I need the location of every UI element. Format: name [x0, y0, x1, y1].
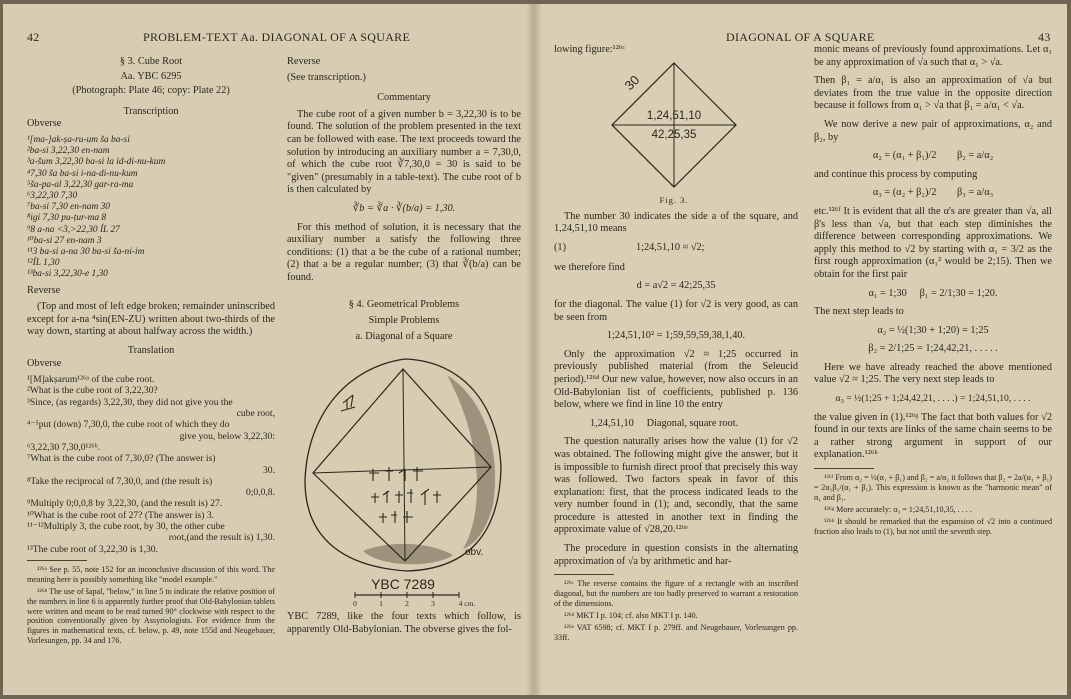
transcription-line: ²ba-si 3,22,30 en-nam	[27, 146, 110, 157]
right-paragraph-6: The procedure in question consists in the alternating approximation of √a by arithmetic and har-	[554, 543, 798, 567]
right-col2-footnotes	[814, 473, 1052, 536]
equation-3: 1;24,51,10² = 1;59,59,59,38,1,40.	[606, 330, 746, 342]
translation-line: ⁴⁻⁵put (down) 7,30,0, the cube root of which they do	[27, 419, 230, 431]
translation-line: ⁸Take the reciprocal of 7,30,0, and (the result is)	[27, 475, 213, 487]
translation-line: ³Since, (as regards) 3,22,30, they did not give you the	[27, 396, 233, 408]
footnote: ¹²⁶ᵇ The use of šapal, "below," in line 5 to indicate the relative position of the numbers in line 6 is apparently further proof that Old-Babylonian tablets were written and meant to be read turned 90° clockwise with respect to the position conventionally given by Assyriologists. For evidence from the figures in mathematical texts, cf. below, p. 49, note 155d and Neugebauer, Vorlesungen, pp. 34 and 176.	[27, 586, 275, 646]
equation-4: 1,24,51,10 Diagonal, square root.	[590, 417, 739, 429]
section-title: § 3. Cube Root	[119, 56, 183, 67]
right-paragraph-4: Only the approximation √2 ≈ 1;25 occurred in previously published material (from the Seleucid period).¹²⁶ᵈ Our new value, however, now also occurs in an Old-Babylonian list of coefficients, published p. 136 below, where we find in line 10 the entry	[554, 348, 798, 411]
tablet-caption: YBC 7289, like the four texts which follow, is apparently Old-Babylonian. The obverse gives the fol-	[287, 611, 521, 635]
transcription-line: ⁵ša-pa-al 3,22,30 gar-ra-ma	[27, 179, 134, 190]
scale-tick-label: 4 cm.	[458, 599, 476, 608]
obverse-label: Obverse	[27, 118, 62, 130]
footnote: ¹²⁶ᵍ More accurately: α₃ = 1;24,51,10,35, . . . .	[824, 504, 972, 514]
scale-tick-label: 1	[379, 599, 383, 608]
tablet-drawing	[287, 345, 521, 607]
scale-tick-label: 2	[405, 599, 409, 608]
commentary-heading: Commentary	[377, 92, 431, 104]
transcription-line: ¹²ÍL 1,30	[27, 258, 60, 269]
cuneiform-signs	[341, 395, 441, 523]
right-col2-paragraph-5: etc.¹²⁶ᶠ It is evident that all the α's are greater than √a, all β's less than √a, but that each step diminishes the difference between corresponding approximations. We apply this method to √2 by starting with α₁ = 3/2 as the first rough approximation (α₁² would be 2;15). Then we obtain for the first pair	[814, 205, 1052, 280]
text-subtitle: Aa. YBC 6295	[120, 70, 182, 82]
right-col2-paragraph-1: monic means of previously found approximations. Let α₁ be any approximation of √a such that α₁ > √a.	[814, 44, 1052, 68]
figure-3	[554, 57, 798, 207]
reverse-label: Reverse	[27, 284, 61, 296]
reverse-note: (See transcription.)	[287, 71, 366, 83]
equation-alpha2-value: α₂ = ½(1;30 + 1;20) = 1;25	[877, 324, 989, 336]
footnote: ¹²⁶ᵉ VAT 6598; cf. MKT I p. 279ff. and Neugebauer, Vorlesungen pp. 33ff.	[554, 622, 798, 642]
right-paragraph-5: The question naturally arises how the value (1) for √2 was obtained. The following might give the answer, but it is impossible to furnish direct proof that precisely this way was followed. Two factors speak in favor of this explanation: first, that the process indicated leads to the very number found in (1); and, secondly, that the same procedure is attested in another text in finding the approximate value of √28,20.¹²⁶ᵉ	[554, 436, 798, 536]
tablet-damage-bottom	[363, 544, 453, 564]
translation-line: ⁷What is the cube root of 7,30,0? (The answer is)	[27, 453, 216, 465]
figure-caption: Fig. 3.	[659, 194, 689, 205]
scale-tick-label: 3	[431, 599, 435, 608]
right-col2-paragraph-8: the value given in (1).¹²⁶ᵍ The fact that both values for √2 found in our texts are links of the same chain seems to be a rather strong argument in support of our explanation.¹²⁶ʰ	[814, 411, 1052, 461]
reverse-description: (Top and most of left edge broken; remainder uninscribed except for a-na ⁴sin(EN-ZU) written about two-thirds of the way down, starting at about halfway across the width.)	[27, 301, 275, 338]
figure-side-label: 30	[621, 71, 643, 93]
equation-2: d = a√2 = 42;25,35	[636, 280, 716, 292]
cube-root-formula: ∛b = ∛a · ∛(b/a) = 1,30.	[352, 202, 456, 214]
transcription-line: ¹³ba-si 3,22,30-e 1,30	[27, 269, 108, 280]
footnote: ¹²⁶ᶜ The reverse contains the figure of a rectangle with an inscribed diagonal, but the numbers are too badly preserved to warrant a restoration of the dimensions.	[554, 579, 798, 609]
right-paragraph-3: for the diagonal. The value (1) for √2 is very good, as can be seen from	[554, 298, 798, 323]
transcription-line: ³a-šum 3,22,30 ba-si la id-di-nu-kum	[27, 157, 166, 168]
translation-line: 0;0,0,8.	[245, 487, 275, 499]
transcription-line: ⁶3,22,30 7,30	[27, 190, 78, 201]
equation-1-row	[554, 242, 798, 258]
right-col2-paragraph-7: Here we have already reached the above mentioned value √2 ≈ 1;25. The very next step leads to	[814, 361, 1052, 386]
equation-alpha3: α₃ = (α₂ + β₂)/2 β₃ = a/α₃	[872, 187, 994, 199]
tablet-label: YBC 7289	[371, 576, 435, 593]
footnote: ¹²⁶ʰ It should be remarked that the expansion of √2 into a continued fraction also leads to (1), but not until the seventh step.	[814, 516, 1052, 536]
obverse-transcription	[27, 135, 275, 281]
subsection-heading: a. Diagonal of a Square	[355, 330, 453, 342]
translation-line: ²What is the cube root of 3,22,30?	[27, 385, 158, 397]
translation-line: ⁶3,22,30 7,30,0¹²⁶ᵇ.	[27, 441, 100, 453]
tablet-diagonal-1	[403, 369, 405, 561]
right-column-2	[814, 44, 1052, 538]
footnote: ¹²⁶ᵃ See p. 55, note 152 for an inconclusive discussion of this word. The meaning here is possibly something like "model example."	[27, 564, 275, 584]
transcription-heading: Transcription	[123, 105, 179, 117]
left-page-number: 42	[27, 30, 40, 44]
simple-problems-heading: Simple Problems	[368, 315, 440, 327]
translation-line: ¹[M]akṣarum¹²⁶ᵃ of the cube root.	[27, 374, 155, 386]
translation-line: 30.	[263, 464, 275, 476]
footnote: ¹²⁶ᶠ From α₂ = ½(α₁ + β₁) and β₂ = a/α₂ it follows that β₂ = 2a/(α₁ + β₁) = 2α₁β₁/(α₁ + β₁). This expression is known as the "harmonic mean" of α₁ and β₁.	[814, 473, 1052, 502]
photo-note: (Photograph: Plate 46; copy: Plate 22)	[72, 85, 230, 97]
translation-line: root,(and the result is) 1,30.	[168, 532, 275, 544]
book-gutter	[526, 4, 542, 695]
transcription-line: ⁹8 a-na <3,>22,30 ÍL 27	[27, 224, 120, 235]
transcription-line: ¹⁰ba-si 27 en-nam 3	[27, 235, 102, 246]
translation-line: ⁹Multiply 0;0,0,8 by 3,22,30, (and the result is) 27.	[27, 498, 223, 510]
left-footnotes	[27, 565, 275, 646]
translation-line: ¹¹⁻¹²Multiply 3, the cube root, by 30, the other cube	[27, 521, 225, 533]
translation-obverse-label: Obverse	[27, 357, 62, 369]
equation-alpha2: α₂ = (α₁ + β₁)/2 β₂ = a/α₂	[872, 150, 994, 162]
translation-heading: Translation	[127, 344, 175, 356]
translation-line: give you, below 3,22,30:	[179, 430, 275, 442]
footnote: ¹²⁶ᵈ MKT I p. 104; cf. also MKT I p. 140.	[564, 610, 698, 620]
scale-tick-label: 0	[353, 599, 357, 608]
transcription-line: ¹¹3 ba-si a-na 30 ba-si ša-ni-im	[27, 247, 145, 257]
right-page-number: 43	[1038, 30, 1051, 44]
right-paragraph-1: The number 30 indicates the side a of the square, and 1,24,51,10 means	[554, 210, 798, 235]
reverse-label-2: Reverse	[287, 56, 321, 67]
figure-upper-number: 1,24,51,10	[646, 109, 702, 122]
tablet-diagonal-2	[313, 467, 491, 473]
right-col2-paragraph-3: We now derive a new pair of approximations, α₂ and β₂, by	[814, 118, 1052, 143]
right-col2-paragraph-6: The next step leads to	[814, 306, 904, 318]
tablet-obverse-label: obv.	[465, 547, 484, 559]
right-col2-paragraph-2: Then β₁ = a/α₁ is also an approximation of √a but deviates from the true value in the opposite direction because it follows from α₁ > √a that β₁ = a/α₁ < √a.	[814, 75, 1052, 112]
right-paragraph-2: we therefore find	[554, 261, 625, 273]
equation-first-pair: α₁ = 1;30 β₁ = 2/1;30 = 1;20.	[868, 287, 998, 299]
right-page	[534, 4, 1067, 695]
left-column-2	[287, 56, 521, 642]
left-column-1	[27, 56, 275, 648]
section-4-title: § 4. Geometrical Problems	[348, 298, 460, 310]
translation-lines	[27, 374, 275, 555]
transcription-line: ¹[ma-]ak-ṣa-ru-um ša ba-si	[27, 134, 130, 145]
figure-lower-number: 42,25,35	[651, 128, 697, 141]
right-running-head: DIAGONAL OF A SQUARE	[726, 30, 875, 44]
commentary-paragraph-2: For this method of solution, it is necessary that the auxiliary number a satisfy the following three conditions: (1) that a be the cube of a rational number; (2) that a be a regular number; (3) that ∛(b/a) can be found.	[287, 221, 521, 283]
translation-line: cube root,	[236, 408, 275, 420]
equation-alpha3-value: α₃ = ½(1;25 + 1;24,42,21, . . . .) = 1;24,51,10, . . . .	[835, 393, 1031, 405]
commentary-paragraph-1: The cube root of a given number b = 3,22,30 is to be found. The solution of the problem presented in the text can be followed with ease. The text proceeds toward the solution by introducing an auxiliary number a = 7,30,0, of which the cube root ∛7,30,0 = 30 is said to be "given" (presumably in a table-text). The cube root of b is then calculated by	[287, 108, 521, 196]
translation-line: ¹³The cube root of 3,22,30 is 1,30.	[27, 543, 158, 555]
figure-intro: lowing figure:¹²⁶ᶜ	[554, 44, 626, 55]
equation-beta2-value: β₂ = 2/1;25 = 1;24,42,21, . . . . .	[868, 343, 998, 355]
transcription-line: ⁴7,30 ša ba-si i-na-di-nu-kum	[27, 168, 138, 179]
left-running-head: PROBLEM-TEXT Aa. DIAGONAL OF A SQUARE	[143, 30, 411, 44]
transcription-line: ⁷ba-si 7,30 en-nam 30	[27, 202, 110, 213]
right-col1-footnotes	[554, 579, 798, 642]
equation-1-label: (1)	[554, 241, 567, 253]
left-page	[3, 4, 535, 695]
transcription-line: ⁸igi 7,30 pu-ṭur-ma 8	[27, 213, 107, 224]
equation-1: 1;24,51,10 ≈ √2;	[636, 241, 705, 253]
right-col2-paragraph-4: and continue this process by computing	[814, 168, 978, 180]
tablet-damage-right	[447, 375, 495, 549]
translation-line: ¹⁰What is the cube root of 27? (The answer is) 3.	[27, 509, 215, 521]
right-column-1	[554, 44, 798, 645]
